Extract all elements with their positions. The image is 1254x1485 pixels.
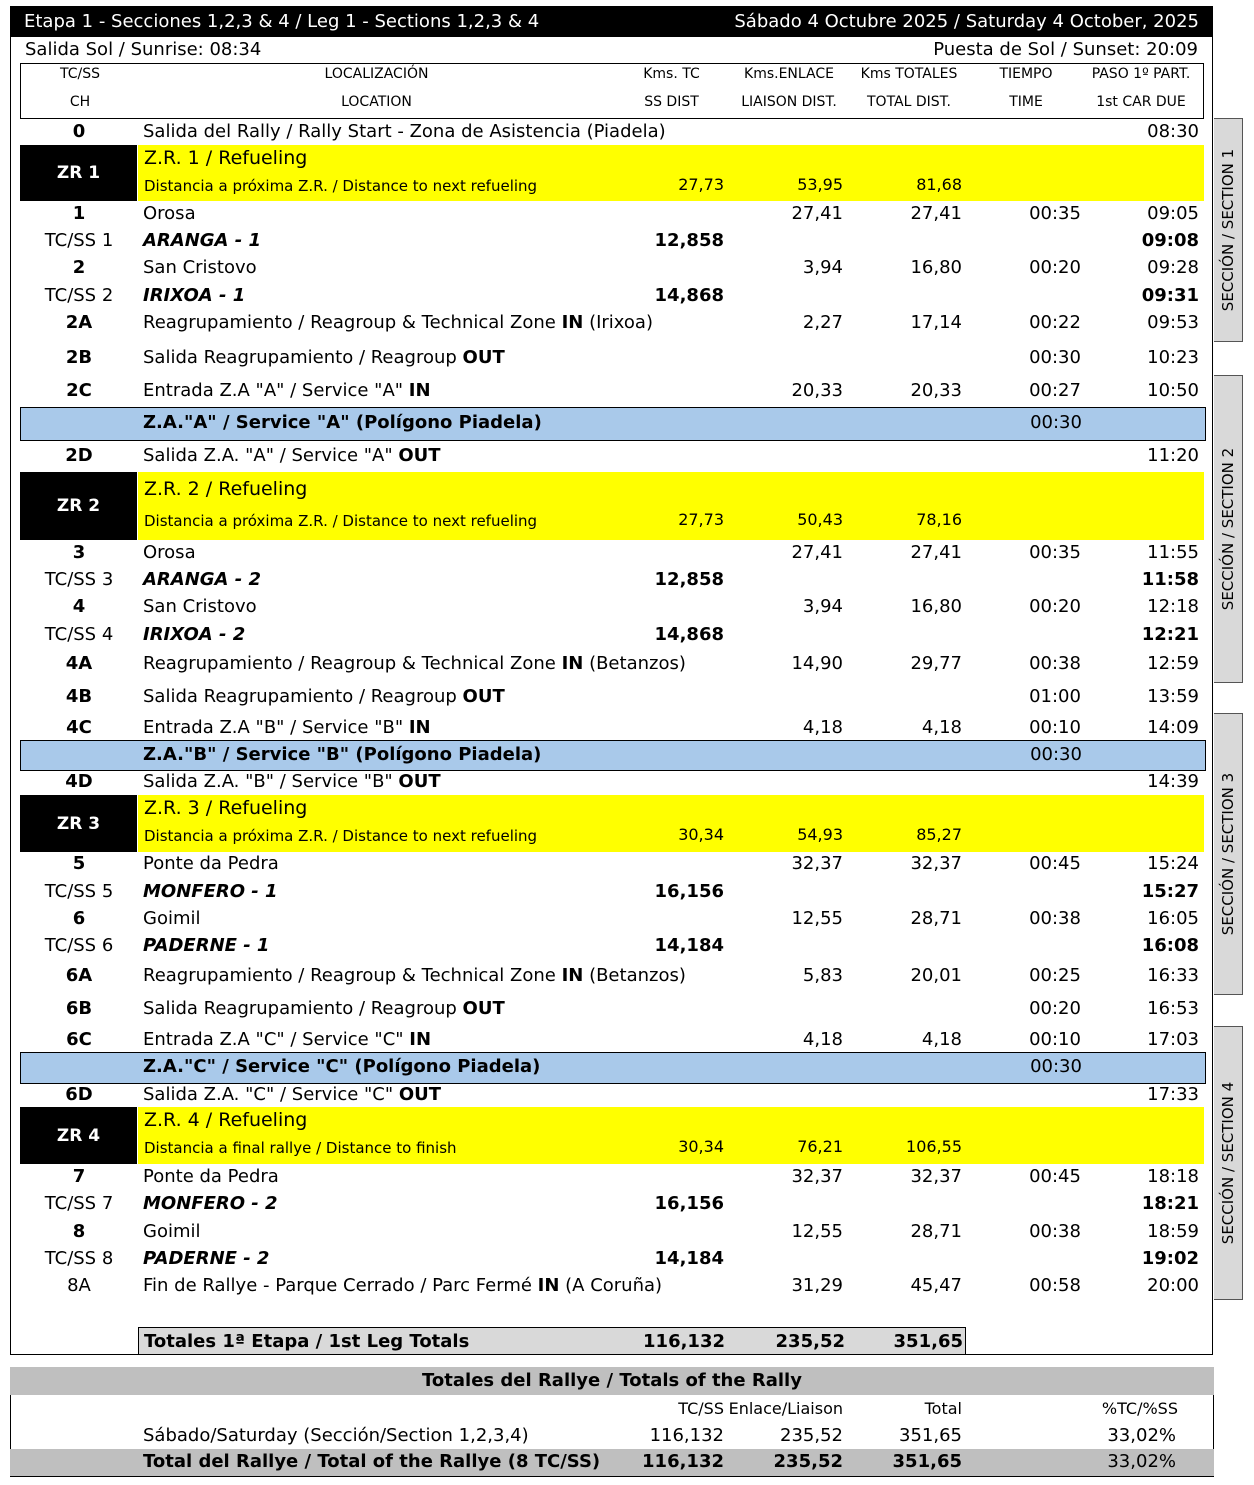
refuel-zone-4 [138, 1107, 1204, 1164]
first-car-due: 09:28 [1147, 257, 1199, 278]
ss-distance: 14,868 [654, 285, 724, 306]
first-car-due: 11:20 [1147, 445, 1199, 466]
refuel-ss-dist: 30,34 [678, 1137, 724, 1156]
total-distance: 32,37 [910, 853, 962, 874]
col-liaison-label: Kms.ENLACE [744, 66, 834, 82]
first-car-due: 09:31 [1141, 285, 1199, 306]
liaison-distance: 3,94 [802, 596, 843, 617]
total-distance: 28,71 [910, 908, 962, 929]
control-code: 7 [72, 1166, 86, 1187]
first-car-due: 15:27 [1141, 881, 1199, 902]
ss-distance: 14,184 [654, 935, 724, 956]
target-time: 00:25 [1029, 965, 1081, 986]
first-car-due: 09:05 [1147, 203, 1199, 224]
target-time: 00:27 [1029, 380, 1081, 401]
location-text: Salida Reagrupamiento / Reagroup [143, 347, 463, 368]
refuel-total-dist: 78,16 [916, 510, 962, 529]
col-ss-dist-label-en: SS DIST [644, 94, 699, 110]
direction-tag: IN [561, 965, 584, 986]
location-name [143, 312, 653, 333]
total-distance: 17,14 [910, 312, 962, 333]
refuel-liaison-dist: 54,93 [797, 825, 843, 844]
refuel-zone-badge: ZR 4 [20, 1107, 137, 1164]
refuel-subtitle: Distancia a próxima Z.R. / Distance to next refueling [144, 512, 538, 530]
total-distance: 29,77 [910, 653, 962, 674]
control-code: TC/SS 3 [44, 569, 114, 590]
refuel-liaison-dist: 53,95 [797, 175, 843, 194]
refuel-title: Z.R. 4 / Refueling [144, 1109, 308, 1131]
refuel-liaison-dist: 76,21 [797, 1137, 843, 1156]
control-code: TC/SS 1 [44, 230, 114, 251]
rally-totals-saturday-label: Sábado/Saturday (Sección/Section 1,2,3,4) [143, 1425, 529, 1446]
control-code: 4B [65, 686, 93, 707]
control-code: TC/SS 2 [44, 285, 114, 306]
liaison-distance: 27,41 [791, 542, 843, 563]
section-2-label: SECCIÓN / SECTION 2 [1214, 375, 1243, 683]
target-time: 00:30 [1029, 347, 1081, 368]
target-time: 00:20 [1029, 257, 1081, 278]
refuel-ss-dist: 27,73 [678, 175, 724, 194]
refuel-title: Z.R. 2 / Refueling [144, 478, 308, 500]
location-name: Ponte da Pedra [143, 853, 279, 874]
location-text: Salida Z.A. "A" / Service "A" [143, 445, 399, 466]
target-time: 00:10 [1029, 1029, 1081, 1050]
control-code: 0 [72, 121, 86, 142]
rally-totals-grand-total: 351,65 [892, 1451, 962, 1472]
location-name [143, 445, 441, 466]
location-name: Orosa [143, 542, 196, 563]
liaison-distance: 4,18 [802, 1029, 843, 1050]
first-car-due: 16:08 [1141, 935, 1199, 956]
control-code: 3 [72, 542, 86, 563]
rally-totals-ss-header: TC/SS [678, 1399, 724, 1418]
sunset: Puesta de Sol / Sunset: 20:09 [933, 39, 1198, 60]
liaison-distance: 4,18 [802, 717, 843, 738]
first-car-due: 14:39 [1147, 771, 1199, 792]
ss-distance: 16,156 [654, 881, 724, 902]
liaison-distance: 32,37 [791, 853, 843, 874]
service-bar-a [20, 407, 1206, 441]
target-time: 00:20 [1029, 596, 1081, 617]
total-distance: 16,80 [910, 596, 962, 617]
rally-totals-saturday-ss: 116,132 [649, 1425, 724, 1446]
col-liaison-label-en: LIAISON DIST. [741, 94, 837, 110]
refuel-zone-badge: ZR 1 [20, 145, 137, 201]
leg-totals-label: Totales 1ª Etapa / 1st Leg Totals [144, 1331, 470, 1352]
direction-tag: IN [561, 312, 584, 333]
direction-tag: OUT [398, 1084, 442, 1105]
control-code: 6C [66, 1029, 92, 1050]
ss-distance: 12,858 [654, 569, 724, 590]
total-distance: 27,41 [910, 203, 962, 224]
location-name [143, 717, 431, 738]
total-distance: 45,47 [910, 1275, 962, 1296]
service-label: Z.A."A" / Service "A" (Polígono Piadela) [143, 412, 542, 433]
location-text: Salida Z.A. "C" / Service "C" [143, 1084, 399, 1105]
direction-tag: IN [409, 1029, 432, 1050]
location-name [143, 965, 686, 986]
control-code: TC/SS 6 [44, 935, 114, 956]
location-name: San Cristovo [143, 257, 257, 278]
location-name [143, 347, 505, 368]
location-name [143, 686, 505, 707]
total-distance: 4,18 [921, 1029, 962, 1050]
control-code: 6B [65, 998, 93, 1019]
total-distance: 28,71 [910, 1221, 962, 1242]
refuel-zone-badge: ZR 2 [20, 472, 137, 540]
rally-totals-total-header: Total [924, 1399, 962, 1418]
total-distance: 27,41 [910, 542, 962, 563]
column-header [20, 63, 1204, 119]
first-car-due: 15:24 [1147, 853, 1199, 874]
first-car-due: 09:08 [1141, 230, 1199, 251]
rally-totals-grand-liaison: 235,52 [773, 1451, 843, 1472]
rally-totals-saturday-total: 351,65 [899, 1425, 962, 1446]
leg-totals-row [138, 1327, 966, 1355]
target-time: 00:38 [1029, 653, 1081, 674]
direction-tag: OUT [398, 771, 441, 792]
target-time: 00:58 [1029, 1275, 1081, 1296]
ss-distance: 14,184 [654, 1248, 724, 1269]
total-distance: 20,01 [910, 965, 962, 986]
col-total-label: Kms TOTALES [860, 66, 958, 82]
ss-distance: 12,858 [654, 230, 724, 251]
direction-tag: IN [408, 717, 431, 738]
leg-date: Sábado 4 Octubre 2025 / Saturday 4 October, 2025 [734, 11, 1199, 32]
refuel-total-dist: 85,27 [916, 825, 962, 844]
ss-distance: 14,868 [654, 624, 724, 645]
location-text: (Betanzos) [583, 653, 686, 674]
target-time: 00:35 [1029, 203, 1081, 224]
leg-totals-ss: 116,132 [643, 1331, 725, 1352]
col-ss-dist-label: Kms. TC [643, 66, 700, 82]
control-code: 4A [65, 653, 93, 674]
total-distance: 32,37 [910, 1166, 962, 1187]
rally-totals-liaison-header: Enlace/Liaison [728, 1399, 843, 1418]
liaison-distance: 2,27 [802, 312, 843, 333]
location-text: (A Coruña) [559, 1275, 663, 1296]
location-name: PADERNE - 2 [143, 1248, 270, 1269]
refuel-ss-dist: 27,73 [678, 510, 724, 529]
col-ch-label: TC/SS [60, 66, 100, 82]
direction-tag: OUT [462, 998, 505, 1019]
rally-totals-pct-header: %TC/%SS [1101, 1399, 1178, 1418]
liaison-distance: 5,83 [802, 965, 843, 986]
rally-totals-grand-ss: 116,132 [642, 1451, 724, 1472]
rally-totals-saturday-pct: 33,02% [1107, 1425, 1176, 1446]
refuel-zone-1 [138, 145, 1204, 201]
service-label: Z.A."C" / Service "C" (Polígono Piadela) [143, 1056, 541, 1077]
control-code: 2 [72, 257, 86, 278]
first-car-due: 10:50 [1147, 380, 1199, 401]
first-car-due: 13:59 [1147, 686, 1199, 707]
control-code: 5 [72, 853, 86, 874]
direction-tag: OUT [462, 347, 505, 368]
refuel-liaison-dist: 50,43 [797, 510, 843, 529]
direction-tag: OUT [462, 686, 505, 707]
location-text: Salida Z.A. "B" / Service "B" [143, 771, 399, 792]
target-time: 00:45 [1029, 853, 1081, 874]
rally-totals-title: Totales del Rallye / Totals of the Rally [10, 1367, 1214, 1395]
liaison-distance: 12,55 [791, 908, 843, 929]
col-total-label-en: TOTAL DIST. [867, 94, 951, 110]
first-car-due: 12:18 [1147, 596, 1199, 617]
refuel-ss-dist: 30,34 [678, 825, 724, 844]
location-text: Salida Reagrupamiento / Reagroup [143, 998, 463, 1019]
first-car-due: 09:53 [1147, 312, 1199, 333]
liaison-distance: 27,41 [791, 203, 843, 224]
total-distance: 4,18 [921, 717, 962, 738]
section-4-label: SECCIÓN / SECTION 4 [1214, 1026, 1243, 1300]
location-text: Reagrupamiento / Reagroup & Technical Zone [143, 653, 562, 674]
location-text: Salida Reagrupamiento / Reagroup [143, 686, 463, 707]
col-location-label-en: LOCATION [341, 94, 412, 110]
first-car-due: 16:53 [1147, 998, 1199, 1019]
first-car-due: 11:55 [1147, 542, 1199, 563]
location-name: ARANGA - 2 [143, 569, 262, 590]
first-car-due: 12:21 [1141, 624, 1199, 645]
liaison-distance: 14,90 [791, 653, 843, 674]
location-name [143, 380, 431, 401]
first-car-due: 12:59 [1147, 653, 1199, 674]
location-text: Fin de Rallye - Parque Cerrado / Parc Fermé [143, 1275, 538, 1296]
control-code: 6D [65, 1084, 93, 1105]
control-code: 1 [72, 203, 86, 224]
col-due-label-en: 1st CAR DUE [1096, 94, 1186, 110]
leg-title: Etapa 1 - Secciones 1,2,3 & 4 / Leg 1 - Sections 1,2,3 & 4 [24, 11, 540, 32]
refuel-title: Z.R. 1 / Refueling [144, 147, 308, 169]
location-name: MONFERO - 1 [143, 881, 278, 902]
rally-totals-grand-label: Total del Rallye / Total of the Rallye (8 TC/SS) [143, 1451, 601, 1472]
service-time: 00:30 [1030, 412, 1082, 433]
col-time-label-en: TIME [1009, 94, 1043, 110]
location-name: MONFERO - 2 [143, 1193, 278, 1214]
control-code: 4D [65, 771, 93, 792]
control-code: 4 [72, 596, 86, 617]
col-location-label: LOCALIZACIÓN [324, 66, 429, 82]
location-text: Entrada Z.A "C" / Service "C" [143, 1029, 410, 1050]
leg-totals-total: 351,65 [893, 1331, 963, 1352]
location-text: (Betanzos) [583, 965, 686, 986]
location-name [143, 1084, 441, 1105]
col-time-label: TIEMPO [999, 66, 1053, 82]
service-time: 00:30 [1030, 744, 1082, 765]
refuel-subtitle: Distancia a próxima Z.R. / Distance to next refueling [144, 827, 538, 845]
refuel-subtitle: Distancia a final rallye / Distance to finish [144, 1139, 457, 1157]
target-time: 00:38 [1029, 908, 1081, 929]
location-text: Reagrupamiento / Reagroup & Technical Zone [143, 965, 562, 986]
first-car-due: 14:09 [1147, 717, 1199, 738]
first-car-due: 17:03 [1147, 1029, 1199, 1050]
sunrise: Salida Sol / Sunrise: 08:34 [25, 39, 262, 60]
first-car-due: 18:21 [1141, 1193, 1199, 1214]
location-text: Entrada Z.A "A" / Service "A" [143, 380, 409, 401]
control-code: 2A [65, 312, 93, 333]
ss-distance: 16,156 [654, 1193, 724, 1214]
control-code: TC/SS 5 [44, 881, 114, 902]
refuel-total-dist: 81,68 [916, 175, 962, 194]
service-time: 00:30 [1030, 1056, 1082, 1077]
location-name [143, 1275, 662, 1296]
location-name: IRIXOA - 2 [143, 624, 246, 645]
first-car-due: 17:33 [1147, 1084, 1199, 1105]
control-code: TC/SS 7 [44, 1193, 114, 1214]
location-name [143, 998, 505, 1019]
refuel-total-dist: 106,55 [906, 1137, 962, 1156]
location-name: Goimil [143, 1221, 201, 1242]
total-distance: 16,80 [910, 257, 962, 278]
rally-totals-saturday-liaison: 235,52 [780, 1425, 843, 1446]
liaison-distance: 3,94 [802, 257, 843, 278]
location-name: Ponte da Pedra [143, 1166, 279, 1187]
control-code: 6 [72, 908, 86, 929]
location-name [143, 653, 686, 674]
first-car-due: 16:33 [1147, 965, 1199, 986]
refuel-zone-2 [138, 472, 1204, 540]
section-1-label: SECCIÓN / SECTION 1 [1214, 118, 1243, 342]
control-code: 2D [65, 445, 93, 466]
refuel-zone-3 [138, 795, 1204, 852]
location-name: Goimil [143, 908, 201, 929]
target-time: 01:00 [1029, 686, 1081, 707]
liaison-distance: 12,55 [791, 1221, 843, 1242]
refuel-title: Z.R. 3 / Refueling [144, 797, 308, 819]
section-3-label: SECCIÓN / SECTION 3 [1214, 713, 1243, 995]
leg-totals-liaison: 235,52 [775, 1331, 845, 1352]
location-name: ARANGA - 1 [143, 230, 262, 251]
location-name: Orosa [143, 203, 196, 224]
leg-header-bar [10, 6, 1213, 37]
control-code: TC/SS 4 [44, 624, 114, 645]
total-distance: 20,33 [910, 380, 962, 401]
location-name: Salida del Rally / Rally Start - Zona de Asistencia (Piadela) [143, 121, 666, 142]
location-name: San Cristovo [143, 596, 257, 617]
first-car-due: 18:18 [1147, 1166, 1199, 1187]
first-car-due: 16:05 [1147, 908, 1199, 929]
first-car-due: 19:02 [1141, 1248, 1199, 1269]
liaison-distance: 32,37 [791, 1166, 843, 1187]
first-car-due: 10:23 [1147, 347, 1199, 368]
control-code: 2C [66, 380, 92, 401]
control-code: 8 [72, 1221, 86, 1242]
location-text: Entrada Z.A "B" / Service "B" [143, 717, 409, 738]
location-name [143, 1029, 431, 1050]
rally-totals-grand-pct: 33,02% [1107, 1451, 1176, 1472]
first-car-due: 20:00 [1147, 1275, 1199, 1296]
location-name: IRIXOA - 1 [143, 285, 246, 306]
first-car-due: 08:30 [1147, 121, 1199, 142]
direction-tag: OUT [398, 445, 441, 466]
target-time: 00:38 [1029, 1221, 1081, 1242]
location-text: Reagrupamiento / Reagroup & Technical Zone [143, 312, 562, 333]
location-name [143, 771, 441, 792]
col-ch-label-en: CH [69, 94, 91, 110]
direction-tag: IN [537, 1275, 560, 1296]
location-text: (Irixoa) [583, 312, 653, 333]
control-code: 6A [65, 965, 93, 986]
direction-tag: IN [561, 653, 584, 674]
target-time: 00:45 [1029, 1166, 1081, 1187]
refuel-zone-badge: ZR 3 [20, 795, 137, 852]
target-time: 00:22 [1029, 312, 1081, 333]
control-code: 2B [65, 347, 93, 368]
service-bar-c [20, 1052, 1206, 1084]
liaison-distance: 31,29 [791, 1275, 843, 1296]
service-label: Z.A."B" / Service "B" (Polígono Piadela) [143, 744, 542, 765]
location-name: PADERNE - 1 [143, 935, 270, 956]
target-time: 00:10 [1029, 717, 1081, 738]
col-due-label: PASO 1º PART. [1091, 66, 1191, 82]
control-code: 8A [67, 1275, 91, 1296]
service-bar-b [20, 740, 1206, 771]
refuel-subtitle: Distancia a próxima Z.R. / Distance to next refueling [144, 177, 538, 195]
first-car-due: 18:59 [1147, 1221, 1199, 1242]
direction-tag: IN [408, 380, 431, 401]
control-code: TC/SS 8 [44, 1248, 114, 1269]
liaison-distance: 20,33 [791, 380, 843, 401]
first-car-due: 11:58 [1141, 569, 1199, 590]
control-code: 4C [66, 717, 92, 738]
target-time: 00:20 [1029, 998, 1081, 1019]
target-time: 00:35 [1029, 542, 1081, 563]
